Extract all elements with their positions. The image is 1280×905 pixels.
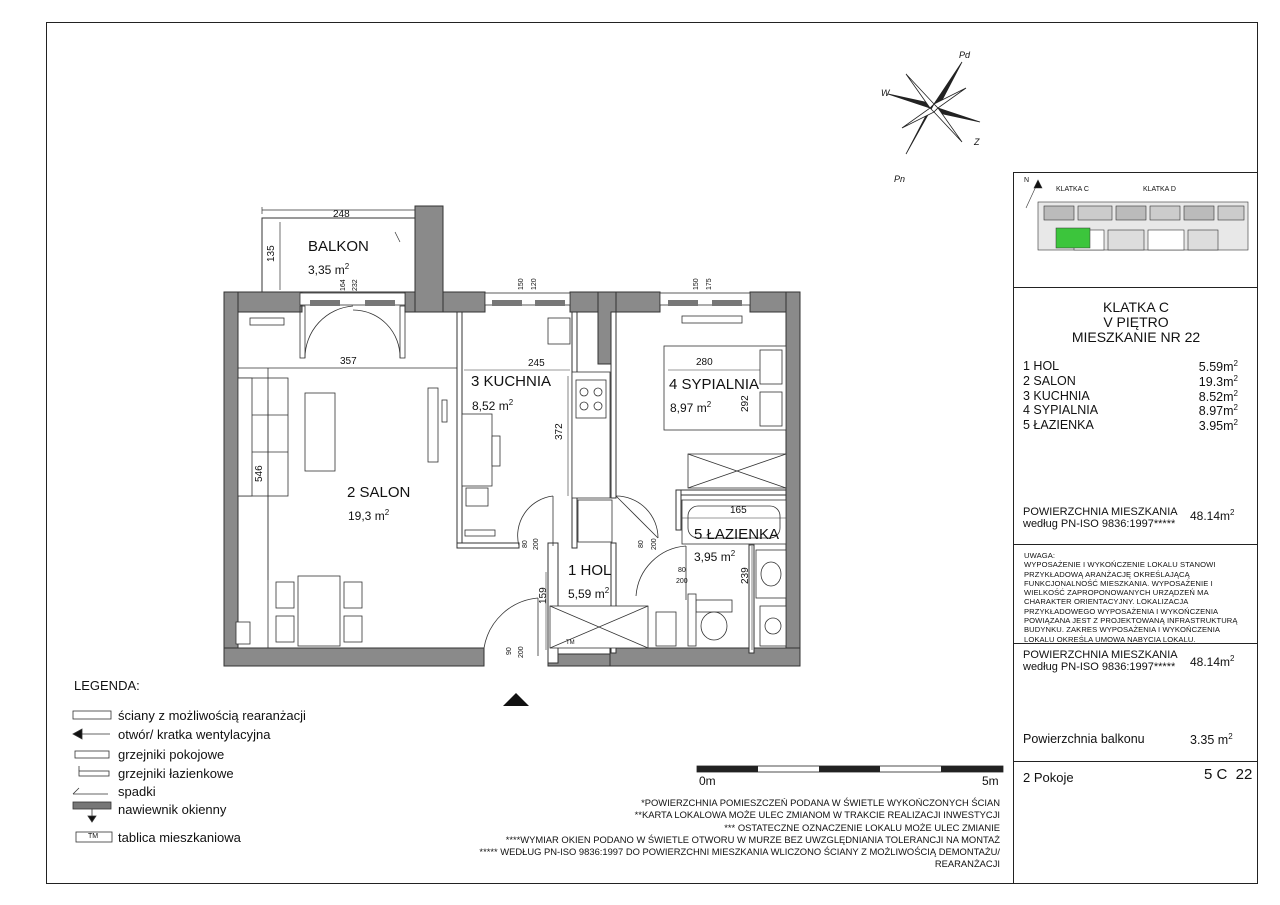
kitchen-sink [548,318,570,344]
footnote-5: ***** WEDŁUG PN-ISO 9836:1997 DO POWIERZCHNI MIESZKANIA WLICZONO ŚCIANY Z MOŻLIWOŚCIĄ DEMONTAŻU/ [479,846,1000,858]
compass-n: Pd [959,50,971,60]
area-value: $48.14m^2$ [1190,508,1235,523]
dim-kitchen-width: 245 [528,358,545,369]
door-width-bathroom: 80 [678,567,686,574]
coffee-table [305,393,335,471]
window-width-kitchen: 150 [518,278,525,290]
area-label-2: POWIERZCHNIA MIESZKANIA według PN-ISO 9836:1997***** [1023,649,1178,673]
room-summary-row: 5 ŁAZIENKA $3.95m^2$ [1023,418,1238,434]
compass-s: Pn [894,174,906,184]
key-plan [1016,176,1256,284]
door-width-kitchen: 80 [522,540,529,548]
legend-symbols [73,711,112,842]
room-summary-row: 3 KUCHNIA $8.52m^2$ [1023,389,1238,405]
room-summary-row: 4 SYPIALNIA $8.97m^2$ [1023,403,1238,419]
footnote-2: **KARTA LOKALOWA MOŻE ULEC ZMIANOM W TRAKCIE REALIZACJI INWESTYCJI [634,809,1000,821]
kitchen-table [462,414,492,486]
legend-item-ventilation: otwór/ kratka wentylacyjna [118,727,271,742]
window-height-kitchen: 120 [531,278,538,290]
partition-bathroom-inner [749,545,754,653]
dining-table [298,576,340,646]
room-area-lazienka: 3,95 $m^2$ [694,549,736,564]
wall-left [224,292,238,666]
footnote-4: ****WYMIAR OKIEN PODANO W ŚWIETLE OTWORU W MURZE BEZ UWZGLĘDNIANIA TOLERANCJI NA MONTAŻ [505,833,1000,845]
balcony-value: 3.35 $m^2$ [1190,732,1233,748]
dim-bedroom-width: 280 [696,357,713,368]
key-plan-klatka-d: KLATKA D [1143,186,1176,193]
room-label-sypialnia: 4 SYPIALNIA [669,376,760,393]
door-height-bedroom: 200 [651,538,658,550]
legend-item-bathroom-radiators: grzejniki łazienkowe [118,766,234,781]
scale-start: 0m [699,774,716,788]
legend-item-room-radiators: grzejniki pokojowe [118,747,225,762]
dim-salon-length: 546 [254,465,265,482]
footnote-3: *** OSTATECZNE OZNACZENIE LOKALU MOŻE ULEC ZMIANIE [724,821,1000,833]
door-height-bathroom: 200 [676,578,688,585]
balcony-outline [262,218,415,292]
room-summary-row: 1 HOL $5.59m^2$ [1023,359,1238,375]
door-width-entrance: 90 [506,647,513,655]
legend-title: LEGENDA: [74,678,140,693]
compass-w: W [881,88,890,98]
toilet [701,612,727,640]
door-height-kitchen: 200 [533,538,540,550]
dim-bedroom-length: 292 [740,395,751,412]
key-plan-klatka-c: KLATKA C [1056,186,1089,193]
legend-item-walls: ściany z możliwością rearanżacji [118,708,306,723]
footnotes [470,797,1000,871]
legend-tm-symbol: TM [88,833,99,840]
legend-item-panel: tablica mieszkaniowa [118,830,241,845]
window-height-salon: 232 [352,279,359,291]
room-area-balkon: 3,35 $m^2$ [308,262,350,277]
room-label-salon: 2 SALON [347,484,411,501]
partition-salon-kitchen [457,312,462,548]
room-area-salon: 19,3 $m^2$ [348,508,390,523]
dim-salon-width: 357 [340,356,357,367]
compass-rose [888,62,980,154]
room-label-kuchnia: 3 KUCHNIA [471,373,552,390]
dim-balcony-width: 248 [333,209,350,220]
partition-kitchen-bottom [457,543,519,548]
apartment-title: KLATKA C V PIĘTRO MIESZKANIE NR 22 [1071,299,1201,345]
door-width-bedroom: 80 [638,540,645,548]
room-area-kuchnia: 8,52 $m^2$ [472,398,514,413]
wall-bottom-right [610,648,800,666]
room-label-lazienka: 5 ŁAZIENKA [694,526,780,543]
cooktop [576,380,606,418]
window-width-bedroom: 150 [693,278,700,290]
key-plan-highlight [1056,228,1090,248]
room-area-hol: 5,59 $m^2$ [568,586,610,601]
wall-bottom-left [224,648,484,666]
partition-bathroom-top [676,490,786,495]
dim-bathroom-width: 165 [730,505,747,516]
dim-kitchen-length: 372 [554,423,565,440]
dim-hall-length: 159 [538,587,549,604]
balcony-label: Powierzchnia balkonu [1023,732,1145,746]
scale-end: 5m [982,774,999,788]
rooms-count: 2 Pokoje [1023,770,1074,785]
partition-bedroom-left [611,312,616,498]
legend-item-slopes: spadki [118,784,156,799]
room-label-hol: 1 HOL [568,562,612,579]
window-width-salon: 164 [340,279,347,291]
room-area-sypialnia: 8,97 $m^2$ [670,400,712,415]
dim-bathroom-length: 239 [740,567,751,584]
scale-bar [697,766,1003,772]
tm-plan-label: TM [566,640,575,646]
entrance-arrow [503,693,529,706]
area-value-2: $48.14m^2$ [1190,654,1235,669]
apartment-code: 5 C 22 [1204,766,1253,783]
door-height-entrance: 200 [518,646,525,658]
legend-item-window-vent: nawiewnik okienny [118,802,227,817]
dim-balcony-depth: 135 [266,245,277,262]
room-summary-row: 2 SALON $19.3m^2$ [1023,374,1238,390]
sidebar-border [1013,172,1014,884]
tv-stand [428,388,438,462]
fridge [578,500,612,542]
area-label: POWIERZCHNIA MIESZKANIA według PN-ISO 9836:1997***** [1023,506,1178,530]
note-block: UWAGA: WYPOSAŻENIE I WYKOŃCZENIE LOKALU STANOWI PRZYKŁADOWĄ ARANŻACJĘ OKREŚLAJĄCĄ FUNKCJONALNOŚĆ MIESZKANIA. WYPOSAŻENIE I WIELKOŚĆ ZAPROPONOWANYCH URZĄDZEŃ MA CHARAKTER ORIENTACYJNY. LOKALIZACJA PRZYKŁADOWEGO WYPOSAŻENIA I WYKOŃCZENIA POWIĄZANA JEST Z PROJEKTOWANĄ INFRASTRUKTURĄ BUDYNKU. ZAKRES WYPOSAŻENIA I WYKOŃCZENIA LOKALU OKREŚLA UMOWA NABYCIA LOKALU. [1024,551,1238,644]
wall-right [786,292,800,666]
window-height-bedroom: 175 [706,278,713,290]
compass-e: Z [974,137,980,147]
footnote-1: *POWIERZCHNIA POMIESZCZEŃ PODANA W ŚWIETLE WYKOŃCZONYCH ŚCIAN [641,797,1000,808]
footnote-6: REARANŻACJI [934,858,1000,870]
room-label-balkon: BALKON [308,238,369,255]
salon-radiator [250,318,284,325]
partition-bathroom-left [676,490,681,530]
key-plan-north: N [1024,177,1030,184]
wall-balcony-column [415,206,443,312]
